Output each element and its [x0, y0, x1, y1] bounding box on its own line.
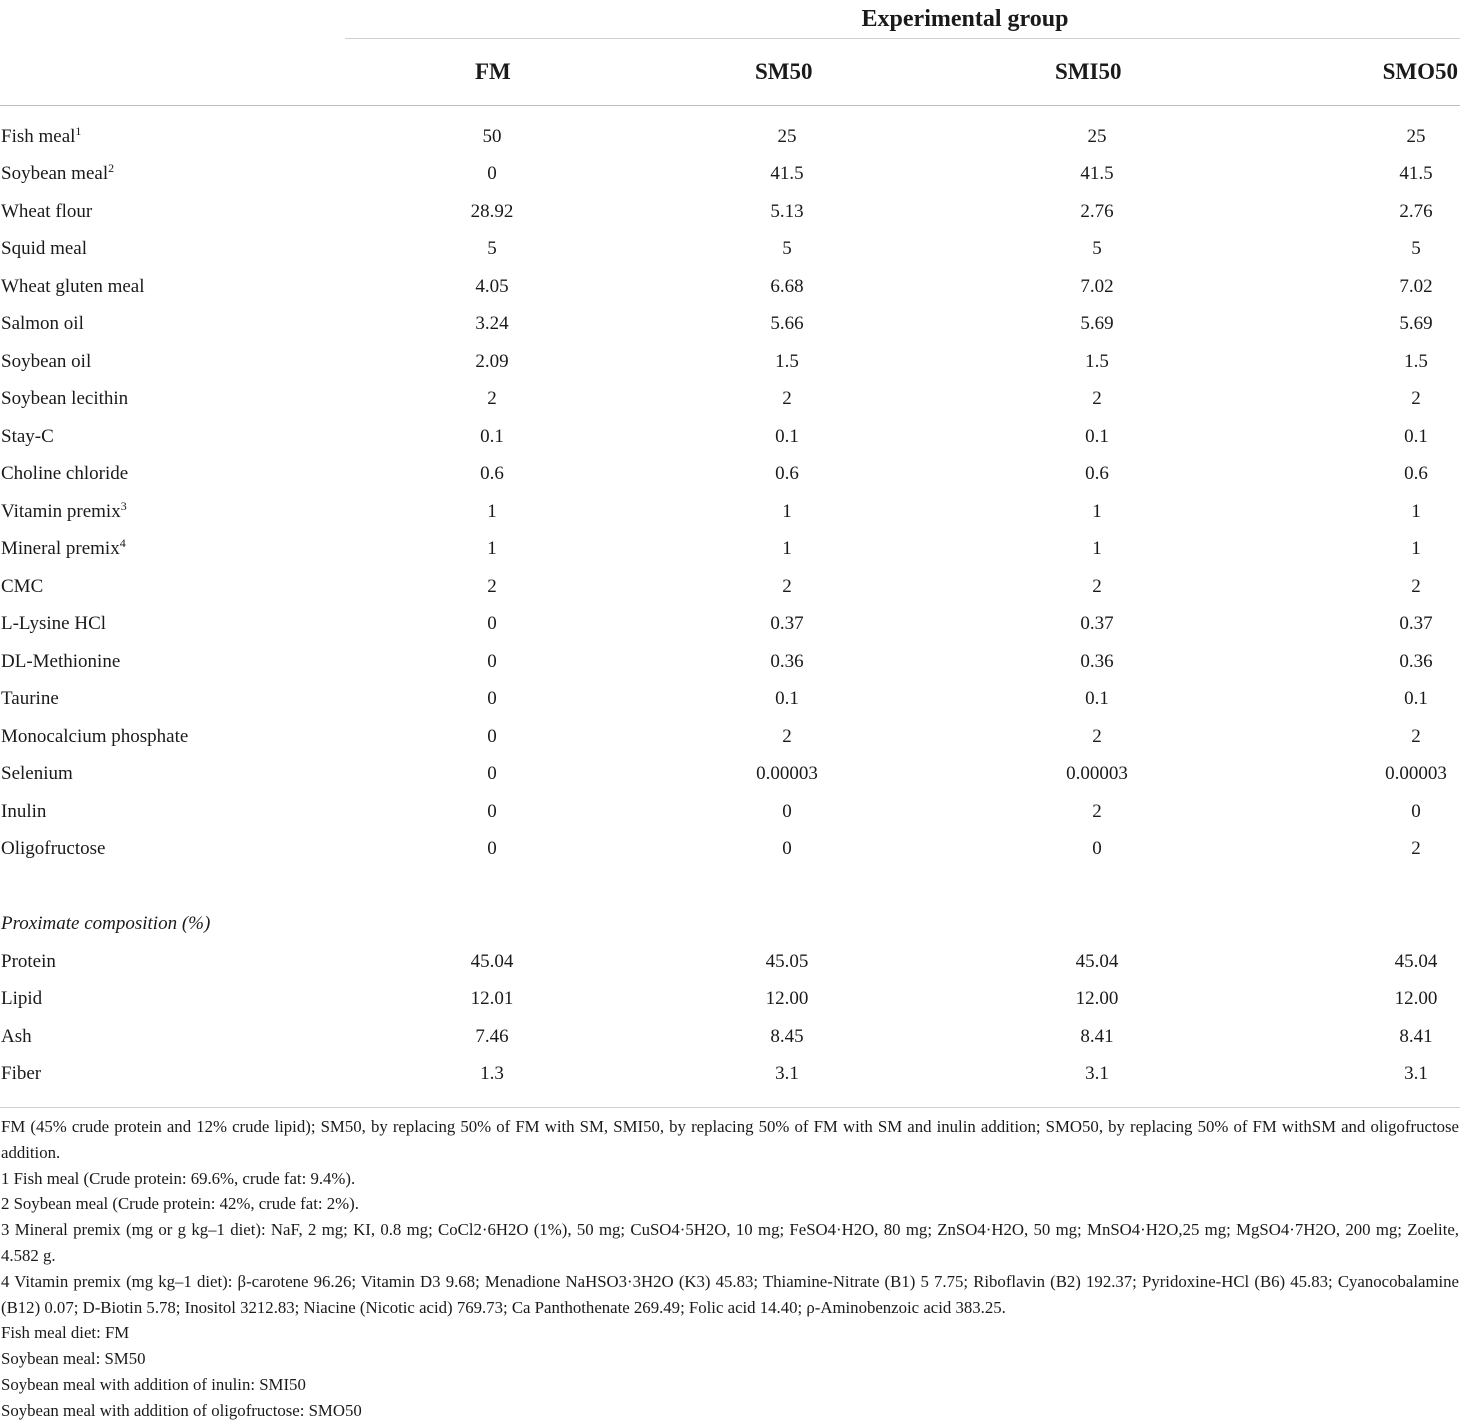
- table-row: [0, 493, 1460, 531]
- cell-smi50: 45.04: [1075, 950, 1119, 972]
- table-row: [0, 118, 1460, 156]
- row-label-text: L-Lysine HCl: [1, 613, 107, 635]
- cell-smi50: 8.41: [1080, 1025, 1114, 1047]
- cell-smo50: 0.1: [1404, 688, 1428, 710]
- cell-smi50: 1: [1092, 538, 1102, 560]
- row-label-text: Choline chloride: [1, 463, 129, 485]
- table-row: [0, 306, 1460, 344]
- table-row: [0, 231, 1460, 269]
- row-label-text: Soybean lecithin: [1, 388, 129, 410]
- header-blank-cell: [0, 0, 345, 39]
- cell-sm50: 41.5: [770, 163, 804, 185]
- footnote-marker: 2: [108, 161, 115, 176]
- footnote-marker: 4: [119, 536, 126, 551]
- cell-sm50: 6.68: [770, 275, 804, 297]
- cell-smo50: 2: [1411, 725, 1421, 747]
- table-row: [0, 943, 1460, 981]
- column-header-fm: FM: [345, 39, 640, 106]
- cell-smo50: 7.02: [1399, 275, 1433, 297]
- cell-sm50: 3.1: [775, 1063, 799, 1085]
- cell-sm50: 0.6: [775, 463, 799, 485]
- row-label: [0, 981, 345, 1019]
- row-label-text: Stay-C: [1, 425, 54, 447]
- table-row: [0, 193, 1460, 231]
- table-row: [0, 418, 1460, 456]
- cell-smo50: 12.00: [1394, 988, 1438, 1010]
- cell-fm: 0: [487, 650, 497, 672]
- row-label-text: Wheat flour: [1, 200, 93, 222]
- cell-smo50: 0.00003: [1385, 763, 1447, 785]
- row-label-text: Inulin: [1, 800, 47, 822]
- cell-smi50: 2: [1092, 800, 1102, 822]
- row-label-text: Soybean oil: [1, 350, 92, 372]
- column-header-smi50: SMI50: [935, 39, 1260, 106]
- cell-smo50: 0.36: [1399, 650, 1433, 672]
- table-row: [0, 568, 1460, 606]
- cell-fm: 4.05: [475, 275, 509, 297]
- cell-fm: 50: [482, 125, 502, 147]
- definition-smi50: Soybean meal with addition of inulin: SMI50: [1, 1374, 306, 1394]
- footnote-4: 4 Vitamin premix (mg kg–1 diet): β-carotene 96.26; Vitamin D3 9.68; Menadione NaHSO3·3H2O (K3) 45.83; Thiamine-Nitrate (B1) 5 7.75; Riboflavin (B2) 192.37; Pyridoxine-HCl (B6) 45.83; Cyanocobalamine (B12) 0.07; D-Biotin 5.78; Inositol 3212.83; Niacine (Nicotic acid) 769.73; Ca Panthothenate 269.49; Folic acid 14.40; ρ-Aminobenzoic acid 383.25.: [1, 1271, 1459, 1317]
- row-label-text: Salmon oil: [1, 313, 84, 335]
- cell-sm50: 45.05: [765, 950, 809, 972]
- row-label-text: Oligofructose: [1, 838, 106, 860]
- row-label: [0, 606, 345, 644]
- row-label: [0, 418, 345, 456]
- row-label-text: Squid meal: [1, 238, 88, 260]
- row-label: [0, 1018, 345, 1056]
- cell-fm: 3.24: [475, 313, 509, 335]
- cell-smo50: 2: [1411, 575, 1421, 597]
- cell-smo50: 2: [1411, 388, 1421, 410]
- column-header-sm50: SM50: [640, 39, 935, 106]
- cell-smi50: 41.5: [1080, 163, 1114, 185]
- table-row: [0, 756, 1460, 794]
- cell-sm50: 5: [782, 238, 792, 260]
- column-header-row: [0, 39, 1460, 106]
- cell-smo50: 1.5: [1404, 350, 1428, 372]
- row-label-text: Mineral premix: [1, 538, 120, 560]
- cell-sm50: 8.45: [770, 1025, 804, 1047]
- cell-smi50: 0.37: [1080, 613, 1114, 635]
- row-label-text: Lipid: [1, 988, 43, 1010]
- cell-smi50: 1.5: [1085, 350, 1109, 372]
- table-footnotes: [1, 1114, 1459, 1424]
- row-label: [0, 756, 345, 794]
- footnote-2: 2 Soybean meal (Crude protein: 42%, crude fat: 2%).: [1, 1194, 359, 1214]
- experimental-group-header: Experimental group: [345, 0, 1460, 39]
- cell-smi50: 0.00003: [1066, 763, 1128, 785]
- header-blank-cell: [0, 39, 345, 106]
- row-label: [0, 231, 345, 269]
- cell-smo50: 41.5: [1399, 163, 1433, 185]
- row-label: [0, 156, 345, 194]
- row-label: [0, 568, 345, 606]
- table-row: [0, 793, 1460, 831]
- cell-smo50: 8.41: [1399, 1025, 1433, 1047]
- cell-smo50: 0.1: [1404, 425, 1428, 447]
- row-label-text: Fiber: [1, 1063, 42, 1085]
- table-row: [0, 456, 1460, 494]
- row-label: [0, 193, 345, 231]
- cell-sm50: 0.37: [770, 613, 804, 635]
- row-label-text: Wheat gluten meal: [1, 275, 145, 297]
- cell-smo50: 25: [1406, 125, 1426, 147]
- cell-smo50: 0.37: [1399, 613, 1433, 635]
- cell-smo50: 2.76: [1399, 200, 1433, 222]
- cell-fm: 2: [487, 575, 497, 597]
- cell-fm: 2: [487, 388, 497, 410]
- cell-smo50: 1: [1411, 500, 1421, 522]
- definition-sm50: Soybean meal: SM50: [1, 1349, 146, 1369]
- row-label-text: Protein: [1, 950, 56, 972]
- table-row: [0, 1018, 1460, 1056]
- proximate-title: Proximate composition (%): [1, 913, 211, 934]
- cell-smi50: 2: [1092, 388, 1102, 410]
- table-row: [0, 343, 1460, 381]
- table-row: [0, 381, 1460, 419]
- footnote-marker: 1: [75, 123, 82, 138]
- cell-smo50: 1: [1411, 538, 1421, 560]
- cell-fm: 5: [487, 238, 497, 260]
- cell-smi50: 5.69: [1080, 313, 1114, 335]
- cell-smo50: 5: [1411, 238, 1421, 260]
- cell-fm: 0: [487, 800, 497, 822]
- cell-smi50: 0.1: [1085, 425, 1109, 447]
- group-header-row: [0, 0, 1460, 39]
- cell-smo50: 3.1: [1404, 1063, 1428, 1085]
- row-label-text: Selenium: [1, 763, 73, 785]
- cell-fm: 0: [487, 838, 497, 860]
- row-label: [0, 268, 345, 306]
- cell-sm50: 2: [782, 388, 792, 410]
- cell-smi50: 12.00: [1075, 988, 1119, 1010]
- cell-sm50: 1: [782, 500, 792, 522]
- cell-sm50: 2: [782, 725, 792, 747]
- table-row: [0, 1056, 1460, 1094]
- table-row: [0, 718, 1460, 756]
- cell-smi50: 7.02: [1080, 275, 1114, 297]
- cell-sm50: 2: [782, 575, 792, 597]
- row-label: [0, 831, 345, 869]
- footnote-marker: 3: [120, 498, 127, 513]
- row-label: [0, 118, 345, 156]
- cell-sm50: 0: [782, 838, 792, 860]
- table-row: [0, 606, 1460, 644]
- column-header-smo50: SMO50: [1260, 39, 1460, 106]
- table-row: [0, 681, 1460, 719]
- cell-fm: 0: [487, 725, 497, 747]
- table-row: [0, 831, 1460, 869]
- cell-smo50: 2: [1411, 838, 1421, 860]
- cell-fm: 0.6: [480, 463, 504, 485]
- row-label: [0, 681, 345, 719]
- cell-smi50: 1: [1092, 500, 1102, 522]
- table-row: [0, 268, 1460, 306]
- cell-smi50: 25: [1087, 125, 1107, 147]
- cell-sm50: 1: [782, 538, 792, 560]
- row-label: [0, 943, 345, 981]
- definition-smo50: Soybean meal with addition of oligofructose: SMO50: [1, 1400, 362, 1420]
- row-label-text: Vitamin premix: [1, 500, 121, 522]
- row-label-text: Monocalcium phosphate: [1, 725, 189, 747]
- row-label: [0, 456, 345, 494]
- cell-sm50: 12.00: [765, 988, 809, 1010]
- cell-smi50: 2.76: [1080, 200, 1114, 222]
- cell-smi50: 5: [1092, 238, 1102, 260]
- cell-sm50: 0.36: [770, 650, 804, 672]
- cell-sm50: 0.00003: [756, 763, 818, 785]
- row-label: [0, 306, 345, 344]
- cell-sm50: 0.1: [775, 425, 799, 447]
- cell-smi50: 2: [1092, 575, 1102, 597]
- footnote-1: 1 Fish meal (Crude protein: 69.6%, crude fat: 9.4%).: [1, 1168, 356, 1188]
- cell-sm50: 5.13: [770, 200, 804, 222]
- row-label-text: Ash: [1, 1025, 32, 1047]
- cell-sm50: 25: [777, 125, 797, 147]
- cell-fm: 0.1: [480, 425, 504, 447]
- cell-smi50: 0.36: [1080, 650, 1114, 672]
- cell-smi50: 0.1: [1085, 688, 1109, 710]
- cell-smo50: 0: [1411, 800, 1421, 822]
- cell-fm: 1: [487, 500, 497, 522]
- proximate-section-header: [0, 905, 1460, 943]
- cell-fm: 2.09: [475, 350, 509, 372]
- cell-fm: 0: [487, 763, 497, 785]
- row-label: [0, 381, 345, 419]
- row-label: [0, 643, 345, 681]
- row-label: [0, 793, 345, 831]
- cell-fm: 0: [487, 613, 497, 635]
- table-row: [0, 531, 1460, 569]
- footnote-3: 3 Mineral premix (mg or g kg–1 diet): NaF, 2 mg; KI, 0.8 mg; CoCl2·6H2O (1%), 50 mg; CuSO4·5H2O, 10 mg; FeSO4·H2O, 80 mg; ZnSO4·H2O, 50 mg; MnSO4·H2O,25 mg; MgSO4·7H2O, 200 mg; Zoelite, 4.582 g.: [1, 1220, 1459, 1265]
- cell-sm50: 0.1: [775, 688, 799, 710]
- row-label: [0, 1056, 345, 1094]
- cell-fm: 45.04: [470, 950, 514, 972]
- cell-fm: 0: [487, 163, 497, 185]
- table-row: [0, 156, 1460, 194]
- row-label: [0, 531, 345, 569]
- cell-fm: 28.92: [470, 200, 514, 222]
- cell-fm: 1.3: [480, 1063, 504, 1085]
- row-label: [0, 718, 345, 756]
- row-label-text: Soybean meal: [1, 163, 109, 185]
- cell-fm: 7.46: [475, 1025, 509, 1047]
- cell-sm50: 1.5: [775, 350, 799, 372]
- table-row: [0, 643, 1460, 681]
- cell-sm50: 0: [782, 800, 792, 822]
- row-label-text: DL-Methionine: [1, 650, 121, 672]
- proximate-rows: [0, 868, 1460, 1093]
- ingredient-rows: [0, 106, 1460, 869]
- row-label-text: Fish meal: [1, 125, 76, 147]
- cell-fm: 1: [487, 538, 497, 560]
- row-label: [0, 493, 345, 531]
- cell-smi50: 0.6: [1085, 463, 1109, 485]
- cell-fm: 12.01: [470, 988, 514, 1010]
- row-label-text: Taurine: [1, 688, 59, 710]
- cell-smo50: 0.6: [1404, 463, 1428, 485]
- definition-fm: Fish meal diet: FM: [1, 1323, 130, 1343]
- cell-smo50: 45.04: [1394, 950, 1438, 972]
- table-row: [0, 981, 1460, 1019]
- footnote-abbreviations: FM (45% crude protein and 12% crude lipid); SM50, by replacing 50% of FM with SM, SMI50, by replacing 50% of FM with SM and inulin addition; SMO50, by replacing 50% of FM withSM and oligofructose addition.: [1, 1117, 1459, 1162]
- row-label-text: CMC: [1, 575, 44, 597]
- cell-smo50: 5.69: [1399, 313, 1433, 335]
- cell-smi50: 0: [1092, 838, 1102, 860]
- cell-sm50: 5.66: [770, 313, 804, 335]
- cell-fm: 0: [487, 688, 497, 710]
- cell-smi50: 3.1: [1085, 1063, 1109, 1085]
- cell-smi50: 2: [1092, 725, 1102, 747]
- row-label: [0, 343, 345, 381]
